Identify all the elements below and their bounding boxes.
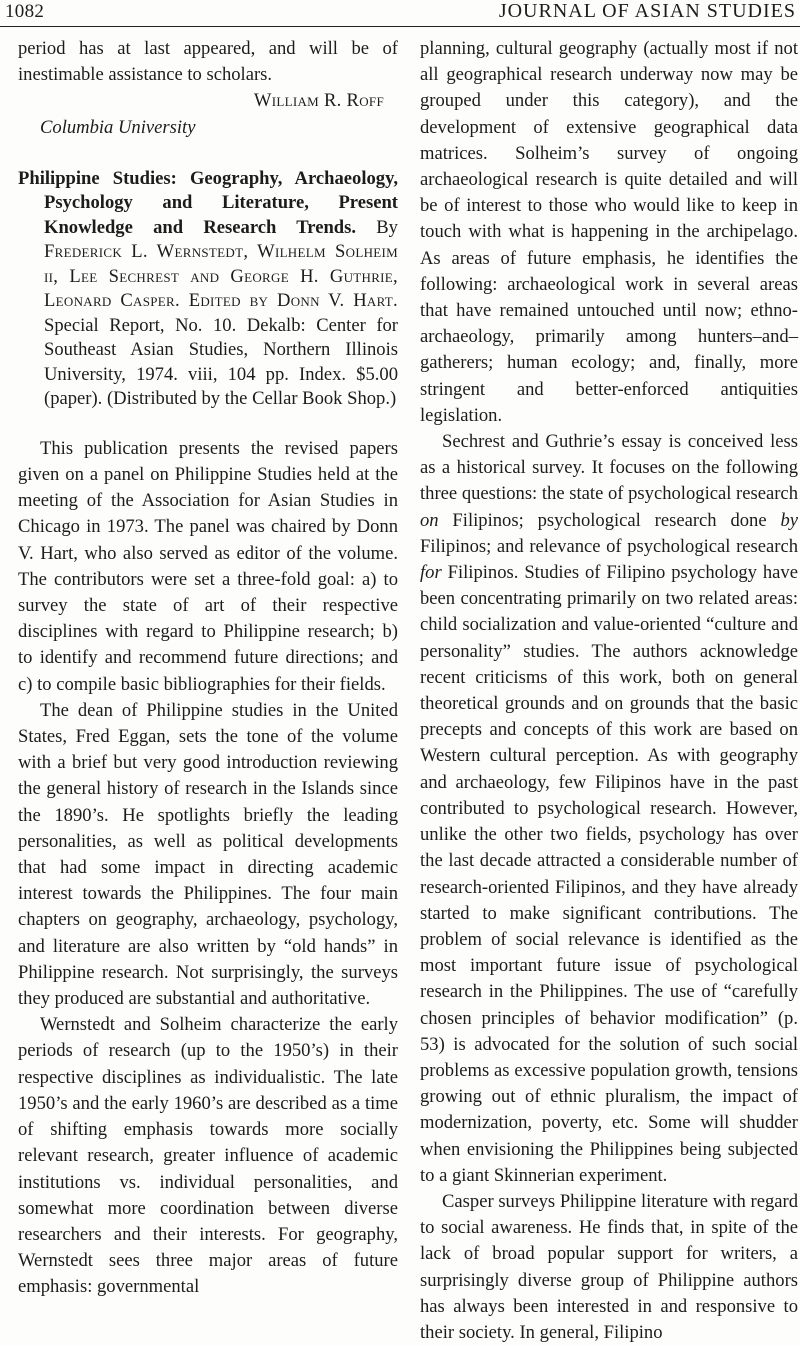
reviewer-name: William R. Roff bbox=[253, 90, 384, 112]
book-citation: Philippine Studies: Geography, Archaeology, Psychology and Literature, Present Knowledge and Research Trends. By Frederick L. Wernstedt, Wilhelm Solheim ii, Lee Sechrest and George H. Guthrie, Leonard Casper. Edited by Donn V. Hart. Special Report, No. 10. Dekalb: Center for Southeast Asian Studies, Northern Illinois University, 1974. viii, 104 pp. Index. $5.00 (paper). (Distributed by the Cellar Book Shop.) bbox=[18, 167, 398, 410]
page-number: 1082 bbox=[5, 1, 45, 22]
left-column bbox=[18, 36, 398, 1301]
paragraph-1: This publication presents the revised papers given on a panel on Philippine Studies held at the meeting of the Association for Asian Studies in Chicago in 1973. The panel was chaired by Donn V. Hart, who also served as editor of the volume. The contributors were set a three-fold goal: a) to survey the state of art of their respective disciplines with regard to Philippine research; b) to identify and recommend future directions; and c) to compile basic bibliographies for their fields. bbox=[18, 437, 398, 695]
running-header bbox=[0, 0, 800, 27]
journal-title: JOURNAL OF ASIAN STUDIES bbox=[498, 0, 796, 22]
paragraph-2: The dean of Philippine studies in the United States, Fred Eggan, sets the tone of the volume with a brief but very good introduction reviewing the general history of research in the Islands since the 1890’s. He spotlights briefly the leading personalities, as well as political developments that had some impact in directing academic interest towards the Philippines. The four main chapters on geography, archaeology, psychology, and literature are also written by “old hands” in Philippine research. Not surprisingly, the surveys they produced are substantial and authoritative. bbox=[18, 699, 398, 1010]
previous-review-closing: period has at last appeared, and will be of inestimable assistance to scholars. bbox=[18, 38, 398, 86]
publication-details: Special Report, No. 10. Dekalb: Center for Southeast Asian Studies, Northern Illinois University, 1974. viii, 104 pp. Index. $5.00 (paper). (Distributed by the Cellar Book Shop.) bbox=[44, 314, 398, 410]
reviewer-affiliation: Columbia University bbox=[40, 116, 196, 138]
paragraph-3-start: Wernstedt and Solheim characterize the early periods of research (up to the 1950’s) in their respective disciplines as individualistic. The late 1950’s and the early 1960’s are described as a time of shifting emphasis towards more socially relevant research, greater influence of academic institutions vs. individual personalities, and somewhat more coordination between diverse researchers and their interests. For geography, Wernstedt sees three major areas of future emphasis: governmental bbox=[18, 1014, 398, 1298]
book-title: Philippine Studies: Geography, Archaeology, Psychology and Literature, Present Knowledge and Research Trends. bbox=[18, 167, 398, 238]
paragraph-3-continued: planning, cultural geography (actually most if not all geographical research underway now may be grouped under this category), and the development of extensive geographical data matrices. Solheim’s survey of ongoing archaeological research is quite detailed and will be of interest to those who would like to keep in touch with what is happening in the archipelago. As areas of future emphasis, he identifies the following: archaeological work in several areas that have remained untouched until now; ethno-archaeology, primarily among hunters–and–gatherers; human ecology; and, finally, more stringent and better-enforced antiquities legislation. bbox=[420, 38, 798, 426]
book-authors: Frederick L. Wernstedt, Wilhelm Solheim ii, Lee Sechrest and George H. Guthrie, Leonard Casper. Edited by Donn V. Hart. bbox=[44, 241, 398, 312]
right-column bbox=[420, 36, 798, 1346]
paragraph-4: Sechrest and Guthrie’s essay is conceived less as a historical survey. It focuses on the following three questions: the state of psychological research on Filipinos; psychological research done by Filipinos; and relevance of psychological research for Filipinos. Studies of Filipino psychology have been concentrating primarily on two related areas: child socialization and value-oriented “culture and personality” studies. The authors acknowledge recent criticisms of this work, both on general theoretical grounds and on grounds that the basic precepts and concepts of this work are based on Western cultural perception. As with geography and archaeology, few Filipinos have in the past contributed to psychological research. However, unlike the other two fields, psychology has over the last decade attracted a considerable number of research-oriented Filipinos, and they have already started to make significant contributions. The problem of social relevance is identified as the most important future issue of psychological research in the Philippines. The use of “carefully chosen principles of behavior modification” (p. 53) is advocated for the solution of such social problems as excessive population growth, tensions growing out of ethnic pluralism, the impact of modernization, poverty, etc. Some will shudder when envisioning the Philippines being subjected to a giant Skinnerian experiment. bbox=[420, 431, 798, 1186]
paragraph-5: Casper surveys Philippine literature with regard to social awareness. He finds that, in spite of the lack of broad popular support for writers, a surprisingly diverse group of Philippine authors has always been interested in and responsive to their society. In general, Filipino bbox=[420, 1190, 798, 1343]
